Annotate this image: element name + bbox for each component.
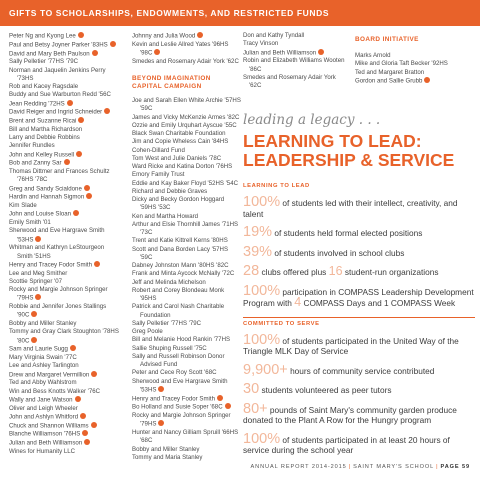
donor-name: Mary Virginia Swain '77C bbox=[9, 354, 77, 361]
donor-name: Henry and Tracey Fodor Smith bbox=[9, 261, 119, 270]
section-divider bbox=[243, 317, 475, 318]
donor-name: Jean Redding '72HS bbox=[9, 100, 119, 109]
recognition-marker-icon bbox=[80, 413, 86, 419]
donor-name: Eddie and Kay Baker Floyd '52HS '54C bbox=[132, 179, 238, 187]
orgs-text: student-run organizations bbox=[342, 267, 439, 277]
footer-report: ANNUAL REPORT 2014-2015 bbox=[250, 464, 347, 470]
donor-name: Sherwood and Eve Hargrave Smith '53HS bbox=[9, 227, 105, 243]
stat-item bbox=[243, 331, 475, 357]
donor-name: Black Swan Charitable Foundation bbox=[132, 130, 226, 137]
donor-name: Ward Ricke and Katina Dorton '76HS bbox=[132, 163, 233, 170]
stat-item bbox=[243, 194, 475, 219]
stat-figure: 39% bbox=[243, 243, 273, 260]
stat-figure: 80+ bbox=[243, 400, 268, 417]
donor-name: Don and Kathy Tyndall bbox=[243, 32, 305, 39]
donor-name: Whitman and Kathryn LeStourgeon Smith '51HS bbox=[9, 244, 105, 260]
stat-description: of students participated in at least 20 hours of service during the school year bbox=[243, 434, 450, 455]
recognition-marker-icon bbox=[84, 439, 90, 445]
stat-figure: 100% bbox=[243, 331, 281, 348]
donor-name: Sallie Shuping Russell '75C bbox=[132, 344, 207, 352]
donor-name: Jennifer Rundles bbox=[9, 142, 55, 150]
donor-list-campaign bbox=[132, 97, 242, 462]
board-initiative-heading: BOARD INITIATIVE bbox=[355, 36, 419, 43]
stat-item bbox=[243, 381, 475, 397]
donor-name: Norman and Jaquelin Jenkins Perry '73HS bbox=[9, 66, 106, 82]
donor-column-4 bbox=[355, 34, 473, 86]
donor-name: Rob and Kacey Ragsdale bbox=[9, 83, 79, 90]
recognition-marker-icon bbox=[91, 422, 97, 428]
donor-name: Larry and Debbie Robbins bbox=[9, 134, 80, 141]
compass-end-text: COMPASS Days and 1 COMPASS Week bbox=[301, 298, 456, 308]
donor-name: Drew and Margaret Vermillion bbox=[9, 371, 119, 380]
donor-name: Bobby and Miller Stanley bbox=[132, 445, 200, 453]
stat-description: of students held formal elected positions bbox=[272, 228, 423, 238]
recognition-marker-icon bbox=[64, 159, 70, 165]
donor-name: Patrick and Carol Nash Charitable Foundation bbox=[132, 303, 225, 319]
donor-list-board bbox=[355, 52, 473, 86]
donor-name: Tommy and Gray Clark Stoughton '78HS '80C bbox=[9, 328, 119, 344]
donor-name: Smedes and Rosemary Adair York '62C bbox=[132, 57, 239, 65]
donor-name: Joe and Sarah Ellen White Archie '57HS '59C bbox=[132, 97, 241, 113]
donor-name: John and Louise Sloan bbox=[9, 210, 119, 219]
donor-name: Gordon and Sallie Grubb bbox=[355, 77, 473, 86]
learn-stats-list bbox=[243, 194, 475, 260]
donor-name: Wally and Jane Watson bbox=[9, 396, 119, 405]
donor-name: Cohen-Dillard Fund bbox=[132, 146, 185, 154]
donor-name: Emily Smith '01 bbox=[9, 219, 51, 226]
leadership-panel bbox=[243, 112, 475, 464]
learning-to-lead-label: LEARNING TO LEAD bbox=[243, 183, 310, 189]
recognition-marker-icon bbox=[31, 311, 37, 317]
donor-name: Peter Ng and Kyong Lee bbox=[9, 32, 119, 41]
donor-name: Robin and Elizabeth Williams Wooten '86C bbox=[243, 57, 345, 73]
donor-name: Julian and Beth Williamson bbox=[243, 49, 348, 58]
learning-heading-line-2: LEADERSHIP & SERVICE bbox=[243, 150, 455, 170]
donor-name: Richard and Debbie Graves bbox=[132, 187, 208, 195]
donor-name: Bob and Zanny Sar bbox=[9, 159, 119, 168]
recognition-marker-icon bbox=[67, 100, 73, 106]
donor-name: John and Kelley Russell bbox=[9, 151, 119, 160]
recognition-marker-icon bbox=[82, 430, 88, 436]
donor-name: Bill and Martha Richardson bbox=[9, 125, 83, 133]
recognition-marker-icon bbox=[424, 77, 430, 83]
recognition-marker-icon bbox=[318, 49, 324, 55]
donor-name: Dabney Johnston Mann '80HS '82C bbox=[132, 262, 229, 269]
recognition-marker-icon bbox=[78, 32, 84, 38]
donor-name: Ted and Abby Wahlstrom bbox=[9, 379, 77, 387]
recognition-marker-icon bbox=[78, 117, 84, 123]
donor-name: David Reiger and Ingrid Schneider bbox=[9, 108, 119, 117]
donor-name: Sam and Laurie Sugg bbox=[9, 345, 119, 354]
section-header-bar bbox=[0, 0, 480, 26]
donor-name: James and Vicky McKenzie Armes '82C bbox=[132, 113, 240, 121]
donor-name: Johnny and Julia Wood bbox=[132, 32, 242, 41]
donor-name: Wines for Humanity LLC bbox=[9, 447, 76, 455]
clubs-text: clubs offered plus bbox=[259, 267, 329, 277]
stat-description: pounds of Saint Mary's community garden produce donated to the Plant A Row for the Hungry program bbox=[243, 404, 457, 425]
donor-column-1 bbox=[9, 32, 119, 456]
recognition-marker-icon bbox=[225, 403, 231, 409]
donor-name: Peter and Cece Roy Scott '68C bbox=[132, 369, 217, 377]
donor-name: Jim and Copie Wheless Cain '84HS bbox=[132, 138, 229, 146]
stat-description: hours of community service contributed bbox=[287, 365, 435, 376]
serve-stats-list bbox=[243, 331, 475, 456]
donor-name: Buddy and Sue Warburton Redd '56C bbox=[9, 91, 111, 99]
recognition-marker-icon bbox=[110, 41, 116, 47]
donor-name: Tommy and Maria Stanley bbox=[132, 453, 203, 461]
donor-name: Mike and Gloria Taft Becker '92HS bbox=[355, 60, 448, 68]
recognition-marker-icon bbox=[158, 386, 164, 392]
recognition-marker-icon bbox=[158, 420, 164, 426]
stat-figure: 100% bbox=[243, 430, 281, 447]
beyond-imagination-heading: BEYOND IMAGINATION CAPITAL CAMPAIGN bbox=[132, 75, 211, 90]
donor-name: Scott and Dana Borden Lacy '57HS '59C bbox=[132, 245, 229, 261]
donor-name: Smedes and Rosemary Adair York '62C bbox=[243, 73, 336, 89]
donor-name: Trent and Katie Kittrell Kerns '80HS bbox=[132, 237, 228, 245]
stat-figure: 9,900+ bbox=[243, 361, 288, 378]
donor-column-3 bbox=[243, 32, 348, 90]
stat-figure: 100% bbox=[243, 194, 281, 210]
donor-name: Rocky and Margie Johnson Springer '79HS bbox=[132, 412, 231, 428]
stat-item bbox=[243, 224, 475, 240]
donor-name: Bobby and Miller Stanley bbox=[9, 320, 77, 327]
stat-figure: 19% bbox=[243, 224, 273, 240]
donor-name: Win and Bess Knotts Walker '76C bbox=[9, 387, 101, 395]
committed-to-serve-label: COMMITTED TO SERVE bbox=[243, 320, 320, 327]
page-footer bbox=[251, 464, 470, 470]
donor-name: Lee and Ashley Tarlington bbox=[9, 362, 79, 370]
legacy-tagline: leading a legacy . . . bbox=[243, 112, 381, 128]
recognition-marker-icon bbox=[73, 210, 79, 216]
recognition-marker-icon bbox=[92, 50, 98, 56]
section-header-title: GIFTS TO SCHOLARSHIPS, ENDOWMENTS, AND RESTRICTED FUNDS bbox=[9, 8, 330, 18]
recognition-marker-icon bbox=[86, 193, 92, 199]
recognition-marker-icon bbox=[35, 294, 41, 300]
donor-column-2 bbox=[132, 32, 242, 462]
stat-item bbox=[243, 430, 475, 456]
donor-name: Ken and Martha Howard bbox=[132, 212, 199, 220]
stat-description: of students participated in the United Way of the Triangle MLK Day of Service bbox=[243, 335, 459, 356]
orgs-count: 16 bbox=[328, 264, 343, 278]
recognition-marker-icon bbox=[154, 49, 160, 55]
donor-name: Ted and Margaret Bratton bbox=[355, 68, 425, 76]
footer-separator: | bbox=[348, 464, 352, 470]
footer-separator: | bbox=[436, 464, 439, 470]
learning-heading-line-1: LEARNING TO LEAD: bbox=[243, 131, 422, 151]
recognition-marker-icon bbox=[104, 108, 110, 114]
clubs-stat bbox=[243, 263, 475, 279]
compass-stat bbox=[243, 282, 475, 309]
donor-name: Thomas Dittmer and Frances Schultz '76HS '78C bbox=[9, 168, 110, 184]
stat-description: students volunteered as peer tutors bbox=[259, 385, 392, 395]
compass-text: participation in COMPASS Leadership Development Program with bbox=[243, 286, 474, 308]
recognition-marker-icon bbox=[217, 395, 223, 401]
donor-name: Paul and Betsy Joyner Parker '83HS bbox=[9, 41, 119, 50]
stat-item bbox=[243, 243, 475, 260]
donor-name: Rocky and Margie Johnson Springer '79HS bbox=[9, 286, 108, 302]
stat-item bbox=[243, 400, 475, 426]
recognition-marker-icon bbox=[31, 337, 37, 343]
recognition-marker-icon bbox=[94, 261, 100, 267]
donor-name: Sally Pelletier '77HS '79C bbox=[132, 319, 202, 327]
donor-name: Tom West and Julie Daniels '78C bbox=[132, 154, 222, 162]
donor-name: Hardin and Hannah Sigmon bbox=[9, 193, 119, 202]
donor-name: Oliver and Leigh Wheeler bbox=[9, 404, 78, 412]
footer-school: SAINT MARY'S SCHOOL bbox=[353, 464, 435, 470]
compass-percent: 100% bbox=[243, 282, 281, 299]
recognition-marker-icon bbox=[75, 396, 81, 402]
recognition-marker-icon bbox=[70, 345, 76, 351]
donor-name: Hunter and Nancy Gilliam Spruill '66HS '68C bbox=[132, 429, 239, 445]
recognition-marker-icon bbox=[197, 32, 203, 38]
clubs-count: 28 bbox=[243, 263, 260, 279]
donor-name: Lee and Meg Smither bbox=[9, 269, 68, 277]
recognition-marker-icon bbox=[84, 185, 90, 191]
donor-name: Marks Arnold bbox=[355, 52, 391, 59]
donor-name: Greg Poole bbox=[132, 328, 163, 335]
footer-page: PAGE 59 bbox=[440, 464, 470, 470]
donor-name: Robbie and Jennifer Jones Stallings '90C bbox=[9, 303, 107, 319]
donor-name: Sally and Russell Robinson Donor Advised Fund bbox=[132, 352, 225, 368]
donor-name: Jeff and Melinda Michelson bbox=[132, 278, 206, 286]
donor-name: Dicky and Becky Gordon Hoggard '59HS '53C bbox=[132, 196, 225, 212]
donor-name: John and Ashlyn Whitford bbox=[9, 413, 119, 422]
compass-days-count: 4 bbox=[294, 295, 302, 309]
donor-name: Robert and Corey Blondeau Monk '95HS bbox=[132, 286, 225, 302]
donor-list-2a bbox=[132, 32, 242, 66]
recognition-marker-icon bbox=[91, 371, 97, 377]
donor-name: Tracy Vinson bbox=[243, 40, 279, 48]
donor-name: Kevin and Leslie Allred Yates '96HS '98C bbox=[132, 40, 229, 57]
donor-name: Julian and Beth Williamson bbox=[9, 439, 119, 448]
donor-name: Sherwood and Eve Hargrave Smith '53HS bbox=[132, 377, 228, 394]
donor-name: David and Mary Beth Paulson bbox=[9, 50, 119, 59]
donor-name: Henry and Tracey Fodor Smith bbox=[132, 395, 242, 404]
donor-name: Sally Pelletier '77HS '79C bbox=[9, 58, 79, 66]
donor-name: Kim Slade bbox=[9, 202, 37, 209]
donor-name: Ozzie and Emily Urquhart Ayscue '55C bbox=[132, 121, 237, 129]
donor-name: Greg and Sandy Scialdone bbox=[9, 185, 119, 194]
recognition-marker-icon bbox=[35, 236, 41, 242]
stat-description: of students led with their intellect, creativity, and talent bbox=[243, 198, 458, 219]
donor-name: Bo Holland and Susie Soper '68C bbox=[132, 403, 242, 412]
donor-name: Bill and Melanie Hood Rankin '77HS bbox=[132, 336, 231, 344]
donor-name: Brent and Suzanne Ricai bbox=[9, 117, 119, 126]
donor-name: Emory Family Trust bbox=[132, 171, 185, 179]
recognition-marker-icon bbox=[76, 151, 82, 157]
donor-name: Blanche Williamson '76HS bbox=[9, 430, 119, 439]
donor-name: Chuck and Shannon Williams bbox=[9, 422, 119, 431]
stat-description: of students involved in school clubs bbox=[272, 247, 405, 258]
donor-name: Frank and Minta Aycock McNally '72C bbox=[132, 270, 235, 278]
stat-figure: 30 bbox=[243, 381, 260, 397]
donor-name: Arthur and Elsie Thornhill James '71HS '73C bbox=[132, 220, 239, 236]
stat-item bbox=[243, 361, 475, 378]
donor-name: Scottie Springer '07 bbox=[9, 277, 62, 285]
